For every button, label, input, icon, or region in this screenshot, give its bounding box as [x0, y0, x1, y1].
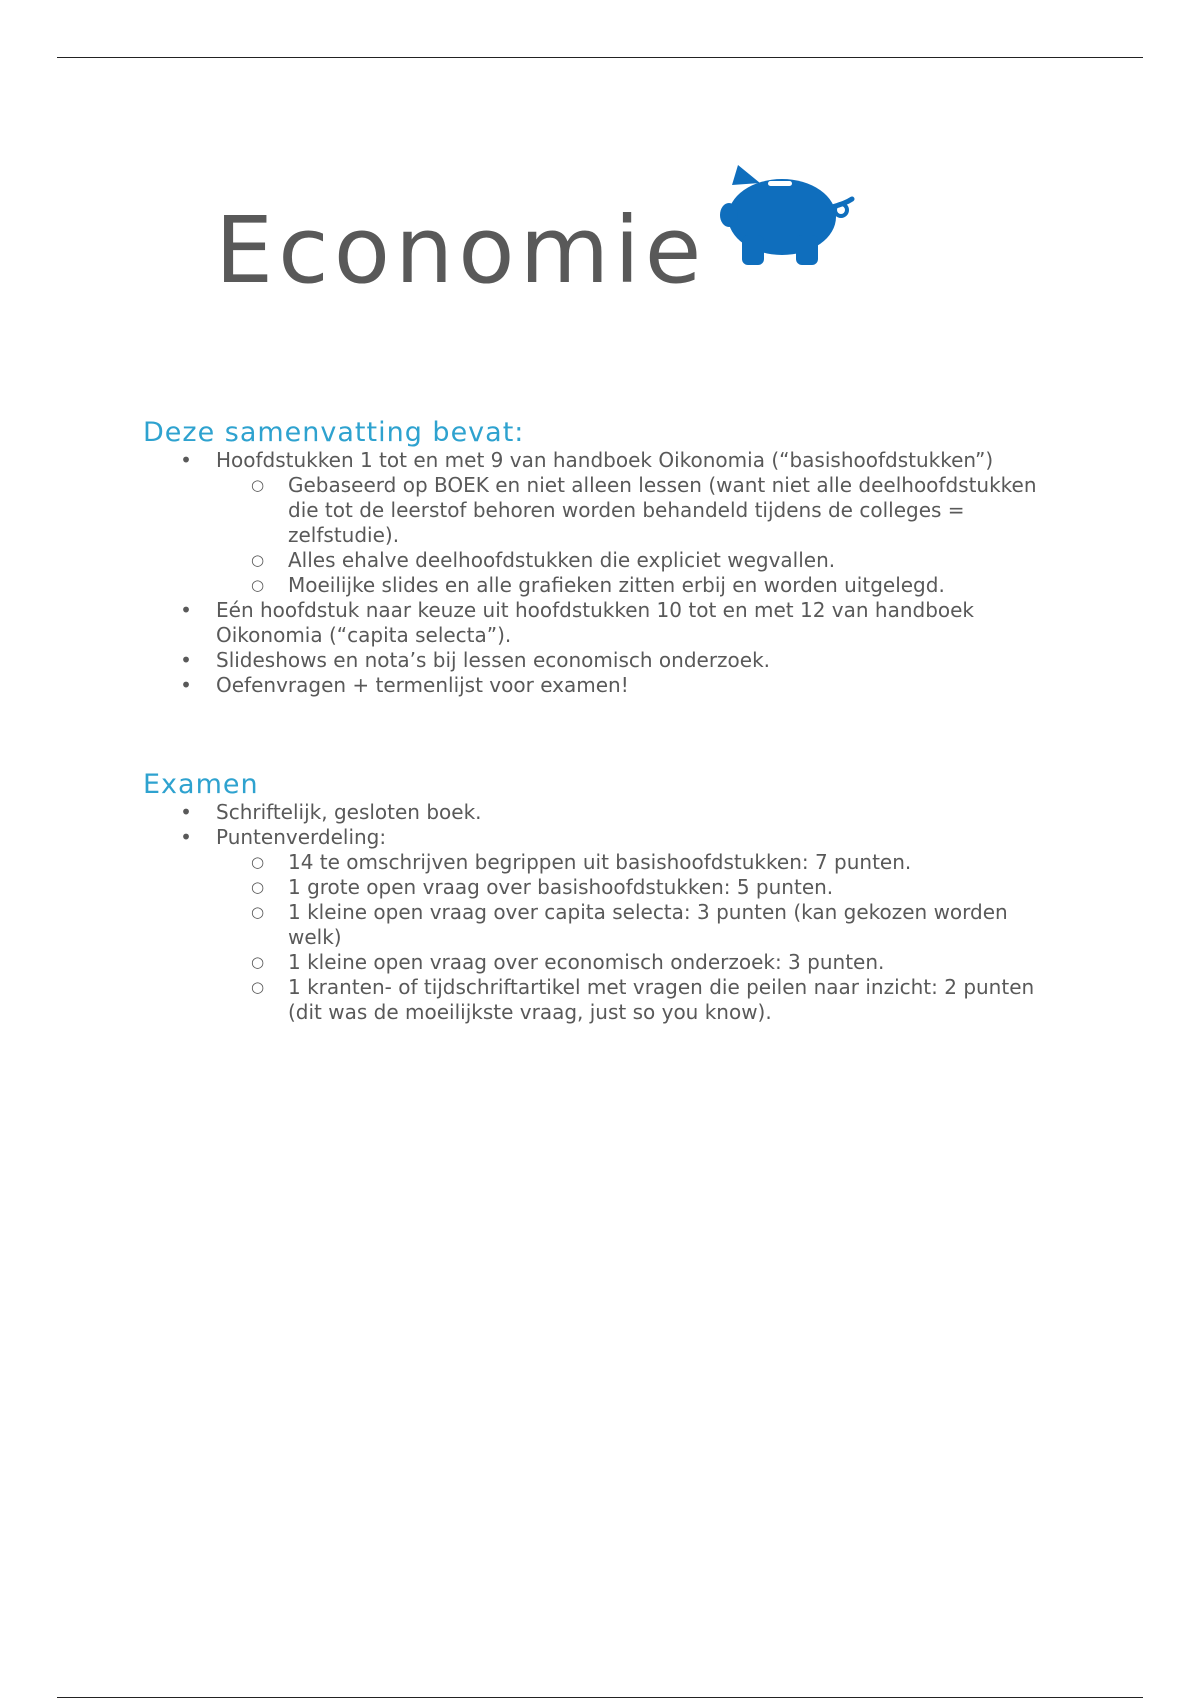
- piggy-bank-icon: [720, 165, 855, 270]
- list-item-text: Eén hoofdstuk naar keuze uit hoofdstukken 10 tot en met 12 van handboek Oikonomia (“capita selecta”).: [216, 598, 975, 647]
- header-rule: [57, 57, 1143, 58]
- sub-list-item-text: Moeilijke slides en alle grafieken zitten erbij en worden uitgelegd.: [288, 573, 945, 597]
- circle-bullet-icon: ○: [251, 953, 265, 971]
- sub-list-item: [143, 473, 1063, 548]
- sub-list-item-text: 14 te omschrijven begrippen uit basishoofdstukken: 7 punten.: [288, 850, 912, 874]
- sub-list-item: [143, 548, 1063, 573]
- list-item-text: Oefenvragen + termenlijst voor examen!: [216, 673, 629, 697]
- section-heading-exam: Examen: [143, 769, 259, 800]
- summary-list: [143, 448, 1063, 698]
- list-item-text: Hoofdstukken 1 tot en met 9 van handboek Oikonomia (“basishoofdstukken”): [216, 448, 994, 472]
- list-item: [143, 448, 1063, 473]
- sub-list-item-text: 1 kleine open vraag over economisch onderzoek: 3 punten.: [288, 950, 885, 974]
- circle-bullet-icon: ○: [251, 853, 265, 871]
- bullet-icon: •: [180, 800, 192, 824]
- circle-bullet-icon: ○: [251, 476, 265, 494]
- page-title: Economie: [215, 197, 707, 304]
- list-item-text: Schriftelijk, gesloten boek.: [216, 800, 482, 824]
- circle-bullet-icon: ○: [251, 903, 265, 921]
- sub-list-item: [143, 875, 1063, 900]
- circle-bullet-icon: ○: [251, 576, 265, 594]
- circle-bullet-icon: ○: [251, 551, 265, 569]
- list-item-text: Slideshows en nota’s bij lessen economisch onderzoek.: [216, 648, 771, 672]
- circle-bullet-icon: ○: [251, 878, 265, 896]
- list-item: [143, 673, 1063, 698]
- sub-list-item: [143, 975, 1063, 1025]
- list-item: [143, 825, 1063, 850]
- list-item-text: Puntenverdeling:: [216, 825, 387, 849]
- sub-list-item-text: Gebaseerd op BOEK en niet alleen lessen (want niet alle deelhoofdstukken die tot de leerstof behoren worden behandeld tijdens de colleges = zelfstudie).: [288, 473, 1037, 547]
- list-item: [143, 598, 1063, 648]
- circle-bullet-icon: ○: [251, 978, 265, 996]
- sub-list-item: [143, 573, 1063, 598]
- sub-list-item-text: 1 kranten- of tijdschriftartikel met vragen die peilen naar inzicht: 2 punten (dit was de moeilijkste vraag, just so you know).: [288, 975, 1035, 1024]
- bullet-icon: •: [180, 598, 192, 622]
- sub-list-item-text: Alles ehalve deelhoofdstukken die expliciet wegvallen.: [288, 548, 836, 572]
- bullet-icon: •: [180, 448, 192, 472]
- sub-list-item: [143, 900, 1063, 950]
- list-item: [143, 800, 1063, 825]
- bullet-icon: •: [180, 673, 192, 697]
- footer-rule: [57, 1697, 1143, 1698]
- exam-list: [143, 800, 1063, 1025]
- sub-list-item: [143, 850, 1063, 875]
- list-item: [143, 648, 1063, 673]
- sub-list-item-text: 1 kleine open vraag over capita selecta: 3 punten (kan gekozen worden welk): [288, 900, 1008, 949]
- section-heading-summary: Deze samenvatting bevat:: [143, 417, 525, 448]
- bullet-icon: •: [180, 825, 192, 849]
- bullet-icon: •: [180, 648, 192, 672]
- sub-list-item-text: 1 grote open vraag over basishoofdstukken: 5 punten.: [288, 875, 834, 899]
- sub-list-item: [143, 950, 1063, 975]
